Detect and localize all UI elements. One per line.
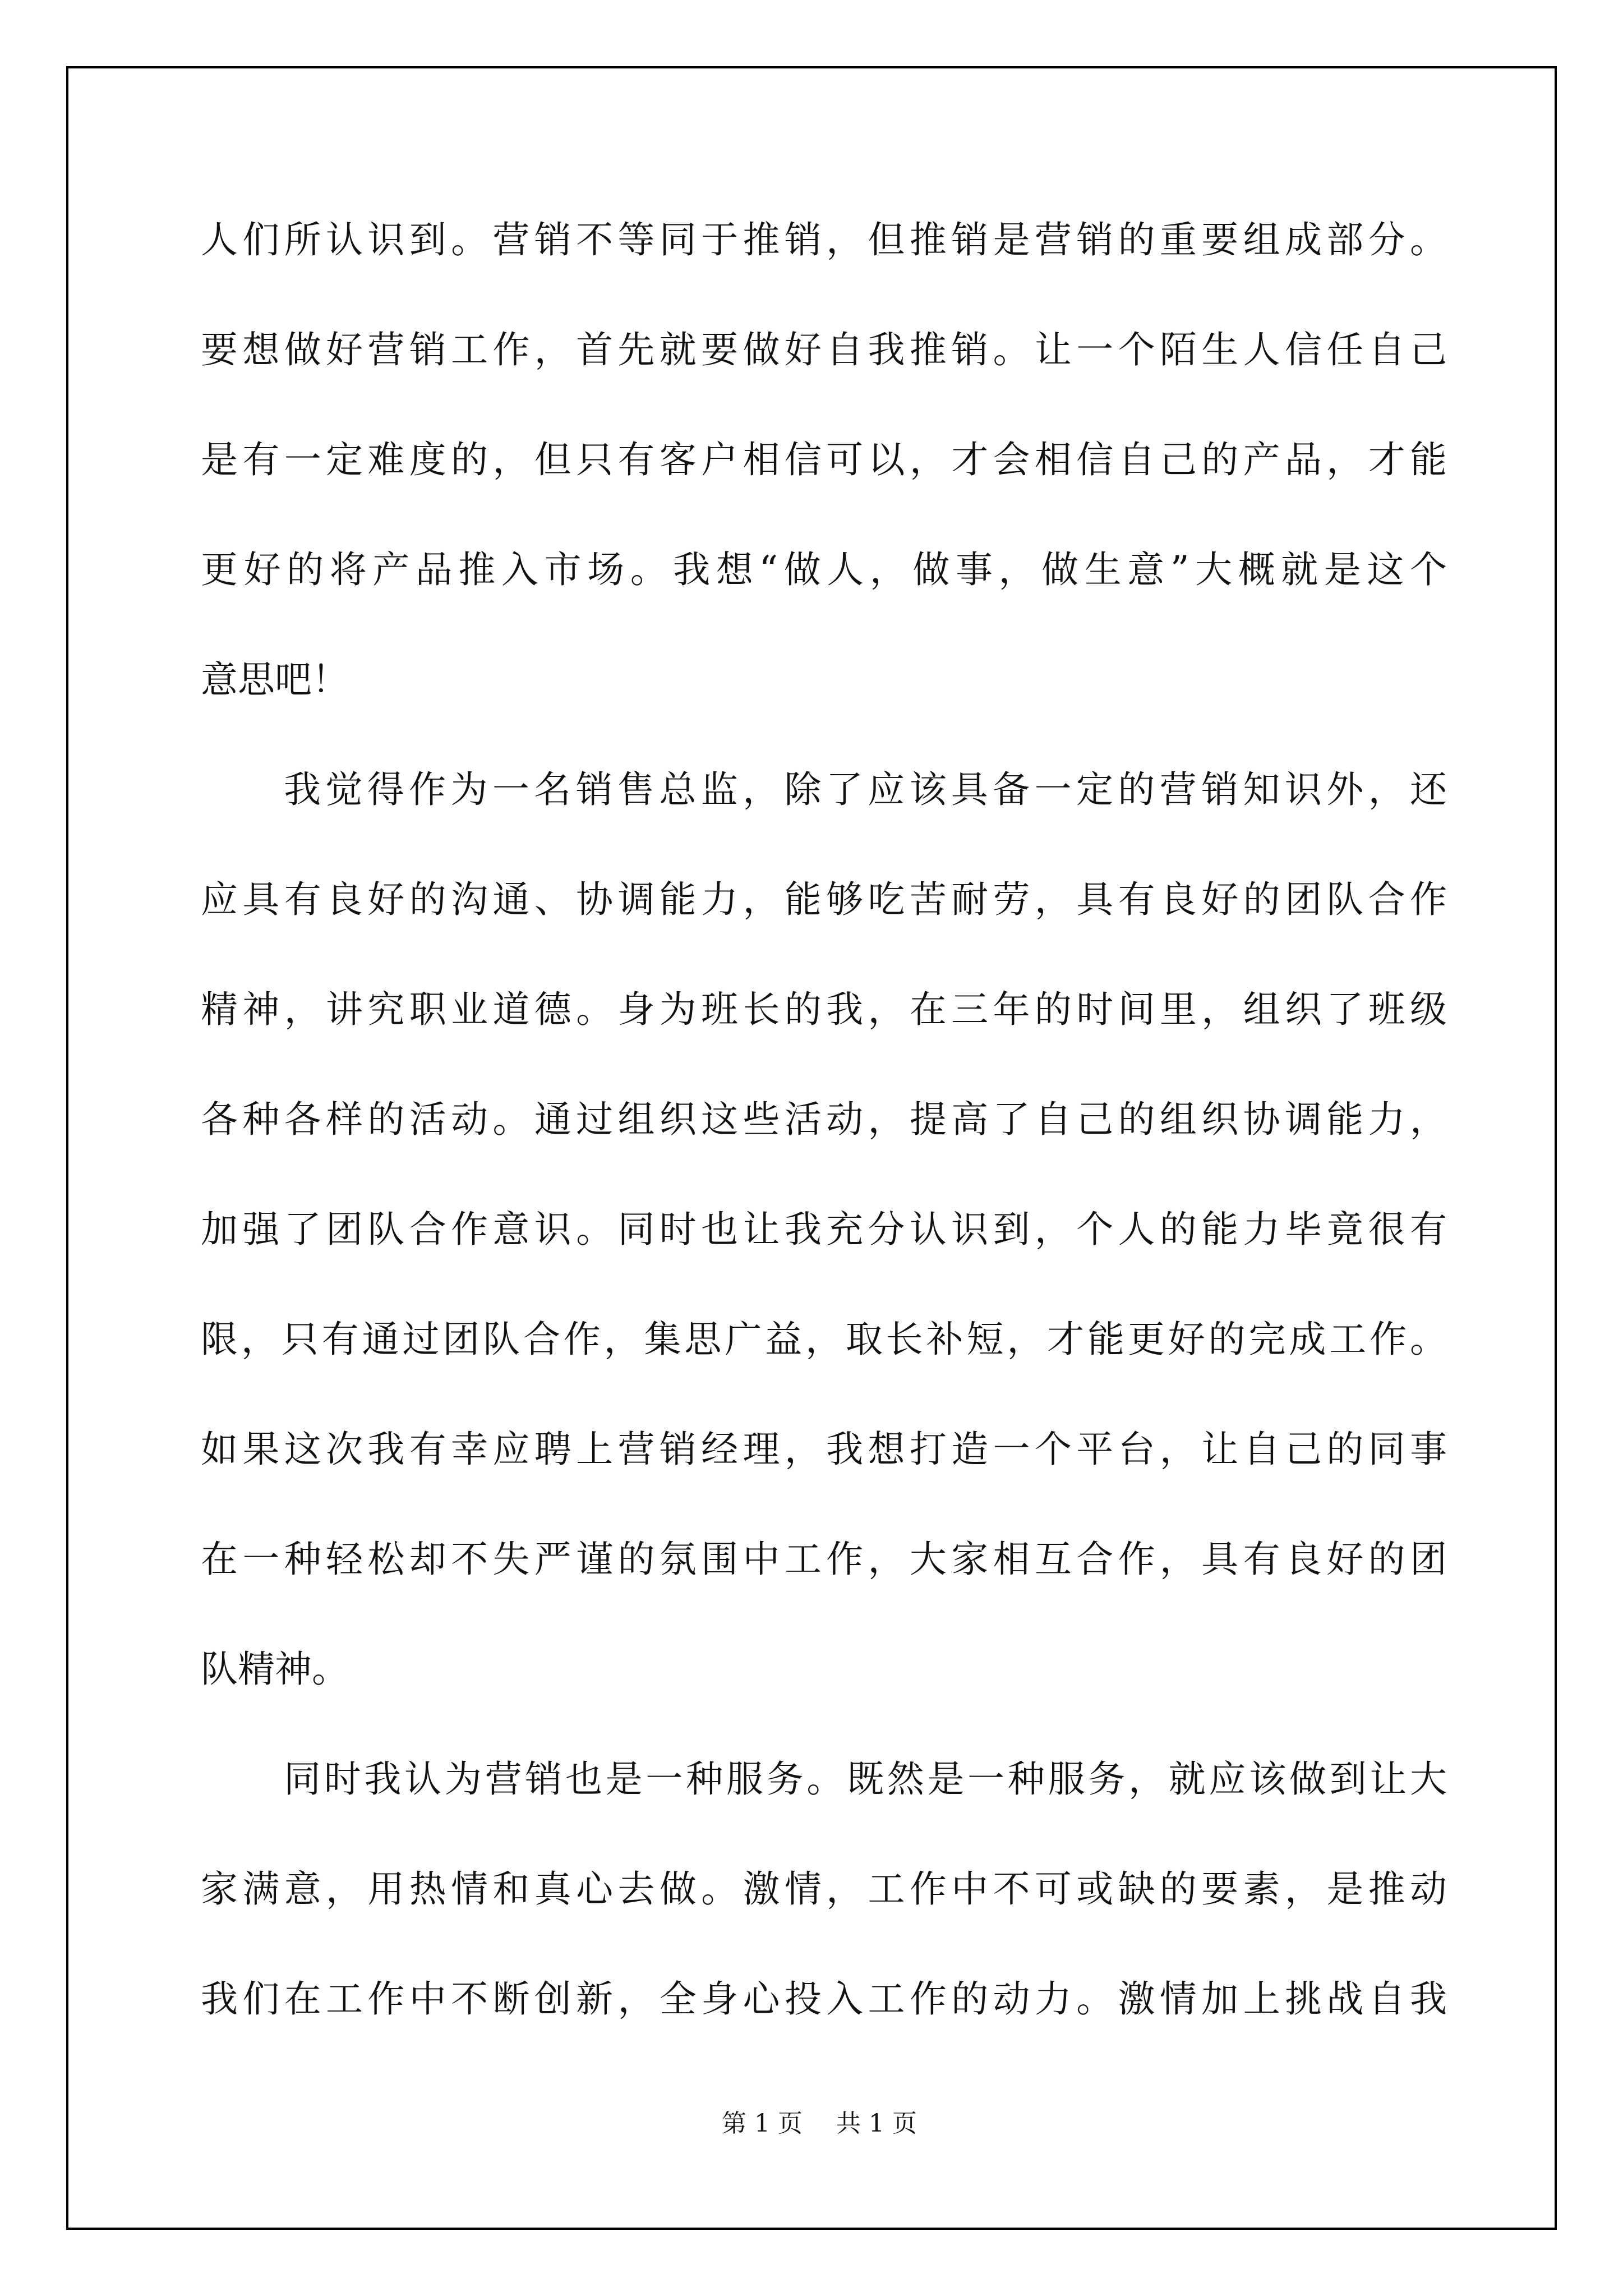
text-line: 我们在工作中不断创新，全身心投入工作的动力。激情加上挑战自我 [201, 1977, 1447, 2021]
text-line: 我觉得作为一名销售总监，除了应该具备一定的营销知识外，还 [284, 768, 1447, 811]
text-line: 意思吧！ [201, 658, 349, 701]
page-number: 第 1 页 [722, 2109, 803, 2138]
text-line: 要想做好营销工作，首先就要做好自我推销。让一个陌生人信任自己 [201, 328, 1447, 371]
text-line: 家满意，用热情和真心去做。激情，工作中不可或缺的要素，是推动 [201, 1867, 1447, 1911]
page-footer [0, 2074, 1623, 2139]
text-line: 加强了团队合作意识。同时也让我充分认识到，个人的能力毕竟很有 [201, 1208, 1447, 1251]
text-line: 更好的将产品推入市场。我想“做人，做事，做生意”大概就是这个 [201, 548, 1447, 591]
text-line: 应具有良好的沟通、协调能力，能够吃苦耐劳，具有良好的团队合作 [201, 878, 1447, 921]
text-line: 队精神。 [201, 1648, 349, 1691]
text-line: 如果这次我有幸应聘上营销经理，我想打造一个平台，让自己的同事 [201, 1428, 1447, 1471]
text-line: 限，只有通过团队合作，集思广益，取长补短，才能更好的完成工作。 [201, 1318, 1447, 1361]
text-line: 各种各样的活动。通过组织这些活动，提高了自己的组织协调能力， [201, 1098, 1447, 1141]
text-line: 是有一定难度的，但只有客户相信可以，才会相信自己的产品，才能 [201, 438, 1447, 481]
text-line: 在一种轻松却不失严谨的氛围中工作，大家相互合作，具有良好的团 [201, 1538, 1447, 1581]
text-line: 人们所认识到。营销不等同于推销，但推销是营销的重要组成部分。 [201, 218, 1447, 261]
text-line: 同时我认为营销也是一种服务。既然是一种服务，就应该做到让大 [284, 1757, 1447, 1801]
page-total: 共 1 页 [836, 2109, 917, 2138]
text-line: 精神，讲究职业道德。身为班长的我，在三年的时间里，组织了班级 [201, 988, 1447, 1031]
document-body [201, 185, 1447, 2054]
